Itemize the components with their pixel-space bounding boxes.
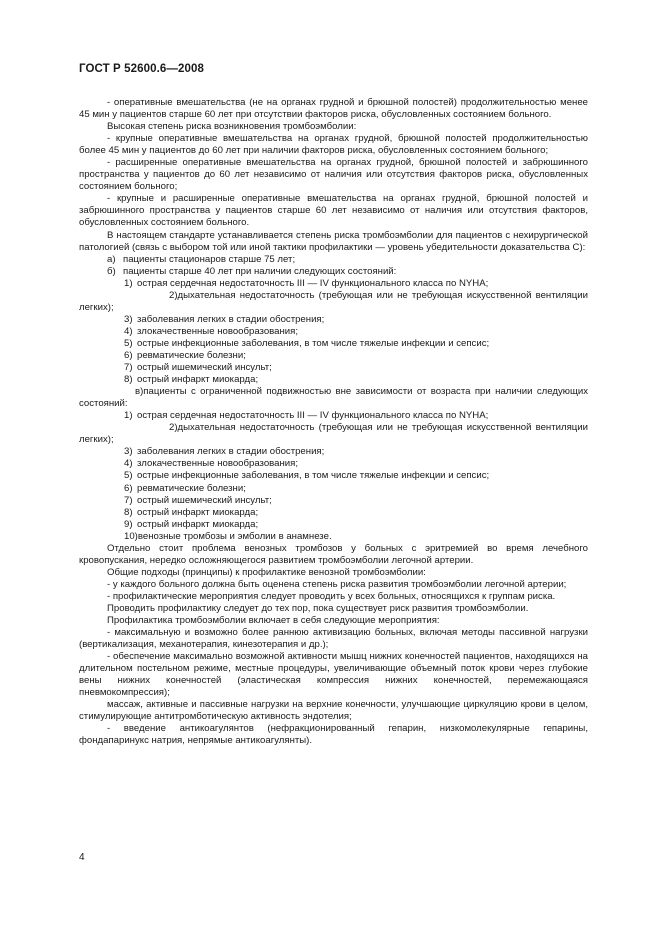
list-item-v: [79, 386, 588, 410]
list-item-b: [79, 266, 588, 278]
paragraph: Высокая степень риска возникновения тромбоэмболии:: [107, 121, 357, 133]
paragraph: массаж, активные и пассивные нагрузки на верхние конечности, улучшающие циркуляцию крови в целом, стимулирующие антитромботическую активность эндотелия;: [79, 699, 588, 723]
paragraph: - крупные оперативные вмешательства на органах грудной, брюшной полостей продолжительностью более 45 мин у пациентов до 60 лет при наличии факторов риска, обусловленных состоянием больного;: [79, 133, 588, 157]
list-item: 2)дыхательная недостаточность (требующая или не требующая искусственной вентиляции легких);: [79, 422, 588, 446]
paragraph: Общие подходы (принципы) к профилактике венозной тромбоэмболии:: [107, 566, 426, 578]
paragraph: Профилактика тромбоэмболии включает в себя следующие мероприятия:: [107, 615, 440, 627]
paragraph: - расширенные оперативные вмешательства на органах грудной, брюшной полостей и забрюшинного пространства у пациентов до 60 лет независимо от наличия или отсутствия факторов риска, обусловленных состоянием больного;: [79, 157, 588, 193]
document-header: ГОСТ Р 52600.6—2008: [79, 63, 204, 75]
list-item: 8) острый инфаркт миокарда;: [124, 374, 259, 386]
list-marker: в): [135, 386, 144, 398]
list-marker: а): [107, 253, 116, 265]
list-item: 1) острая сердечная недостаточность III — IV функционального класса по NYHA;: [124, 277, 489, 289]
list-item-text: пациенты с ограниченной подвижностью вне зависимости от возраста при наличии следующих состояний:: [79, 386, 588, 410]
list-item: 8) острый инфаркт миокарда;: [124, 506, 259, 518]
list-item: 4) злокачественные новообразования;: [124, 458, 299, 470]
list-item: 10)венозные тромбозы и эмболии в анамнезе.: [124, 530, 332, 542]
list-item-text: пациенты старше 40 лет при наличии следующих состояний:: [123, 265, 397, 277]
list-item-text: пациенты стационаров старше 75 лет;: [123, 253, 296, 265]
paragraph: - оперативные вмешательства (не на органах грудной и брюшной полостей) продолжительностью менее 45 мин у пациентов старше 60 лет при отсутствии факторов риска, обусловленных состоянием больного.: [79, 97, 588, 121]
list-item: 3) заболевания легких в стадии обострения;: [124, 313, 325, 325]
list-item: 1) острая сердечная недостаточность III — IV функционального класса по NYHA;: [124, 410, 489, 422]
list-item: 5) острые инфекционные заболевания, в том числе тяжелые инфекции и сепсис;: [124, 470, 490, 482]
list-item: 6) ревматические болезни;: [124, 349, 246, 361]
list-item: 6) ревматические болезни;: [124, 482, 246, 494]
list-item: 7) острый ишемический инсульт;: [124, 362, 272, 374]
list-item: 9) острый инфаркт миокарда;: [124, 518, 259, 530]
page-number: 4: [79, 852, 85, 863]
list-marker: б): [107, 265, 116, 277]
paragraph: - профилактические мероприятия следует проводить у всех больных, относящихся к группам риска.: [107, 590, 556, 602]
paragraph: - максимальную и возможно более раннюю активизацию больных, включая методы пассивной нагрузки (вертикализация, механотерапия, кинезотерапия и др.);: [79, 627, 588, 651]
paragraph: - у каждого больного должна быть оценена степень риска развития тромбоэмболии легочной артерии;: [107, 578, 567, 590]
list-item: 2)дыхательная недостаточность (требующая или не требующая искусственной вентиляции легких);: [79, 289, 588, 313]
list-item: 5) острые инфекционные заболевания, в том числе тяжелые инфекции и сепсис;: [124, 337, 490, 349]
list-item: 4) злокачественные новообразования;: [124, 325, 299, 337]
list-item: 3) заболевания легких в стадии обострения;: [124, 446, 325, 458]
paragraph: Отдельно стоит проблема венозных тромбозов у больных с эритремией во время лечебного кровопускания, нередко осложняющегося развитием тромбоэмболии легочной артерии.: [79, 542, 588, 566]
paragraph: - крупные и расширенные оперативные вмешательства на органах грудной, брюшной полостей и забрюшинного пространства у пациентов старше 60 лет независимо от наличия или отсутствия факторов, обусловленных состоянием больного.: [79, 193, 588, 229]
document-body: [79, 97, 588, 748]
paragraph: - обеспечение максимально возможной активности мышц нижних конечностей пациентов, находящихся на длительном постельном режиме, местные процедуры, увеличивающие объемный поток крови через глубокие вены нижних конечностей (эластическая компрессия нижних конечностей, перемежающаяся пневмокомпрессия);: [79, 651, 588, 699]
paragraph: Проводить профилактику следует до тех пор, пока существует риск развития тромбоэмболии.: [107, 602, 529, 614]
list-item: 7) острый ишемический инсульт;: [124, 494, 272, 506]
paragraph: В настоящем стандарте устанавливается степень риска тромбоэмболии для пациентов с нехирургической патологией (связь с выбором той или иной тактики профилактики — уровень убедительности доказательства С):: [79, 229, 588, 253]
paragraph: - введение антикоагулянтов (нефракционированный гепарин, низкомолекулярные гепарины, фондапаринукс натрия, непрямые антикоагулянты).: [79, 723, 588, 747]
list-item-a: [79, 254, 588, 266]
